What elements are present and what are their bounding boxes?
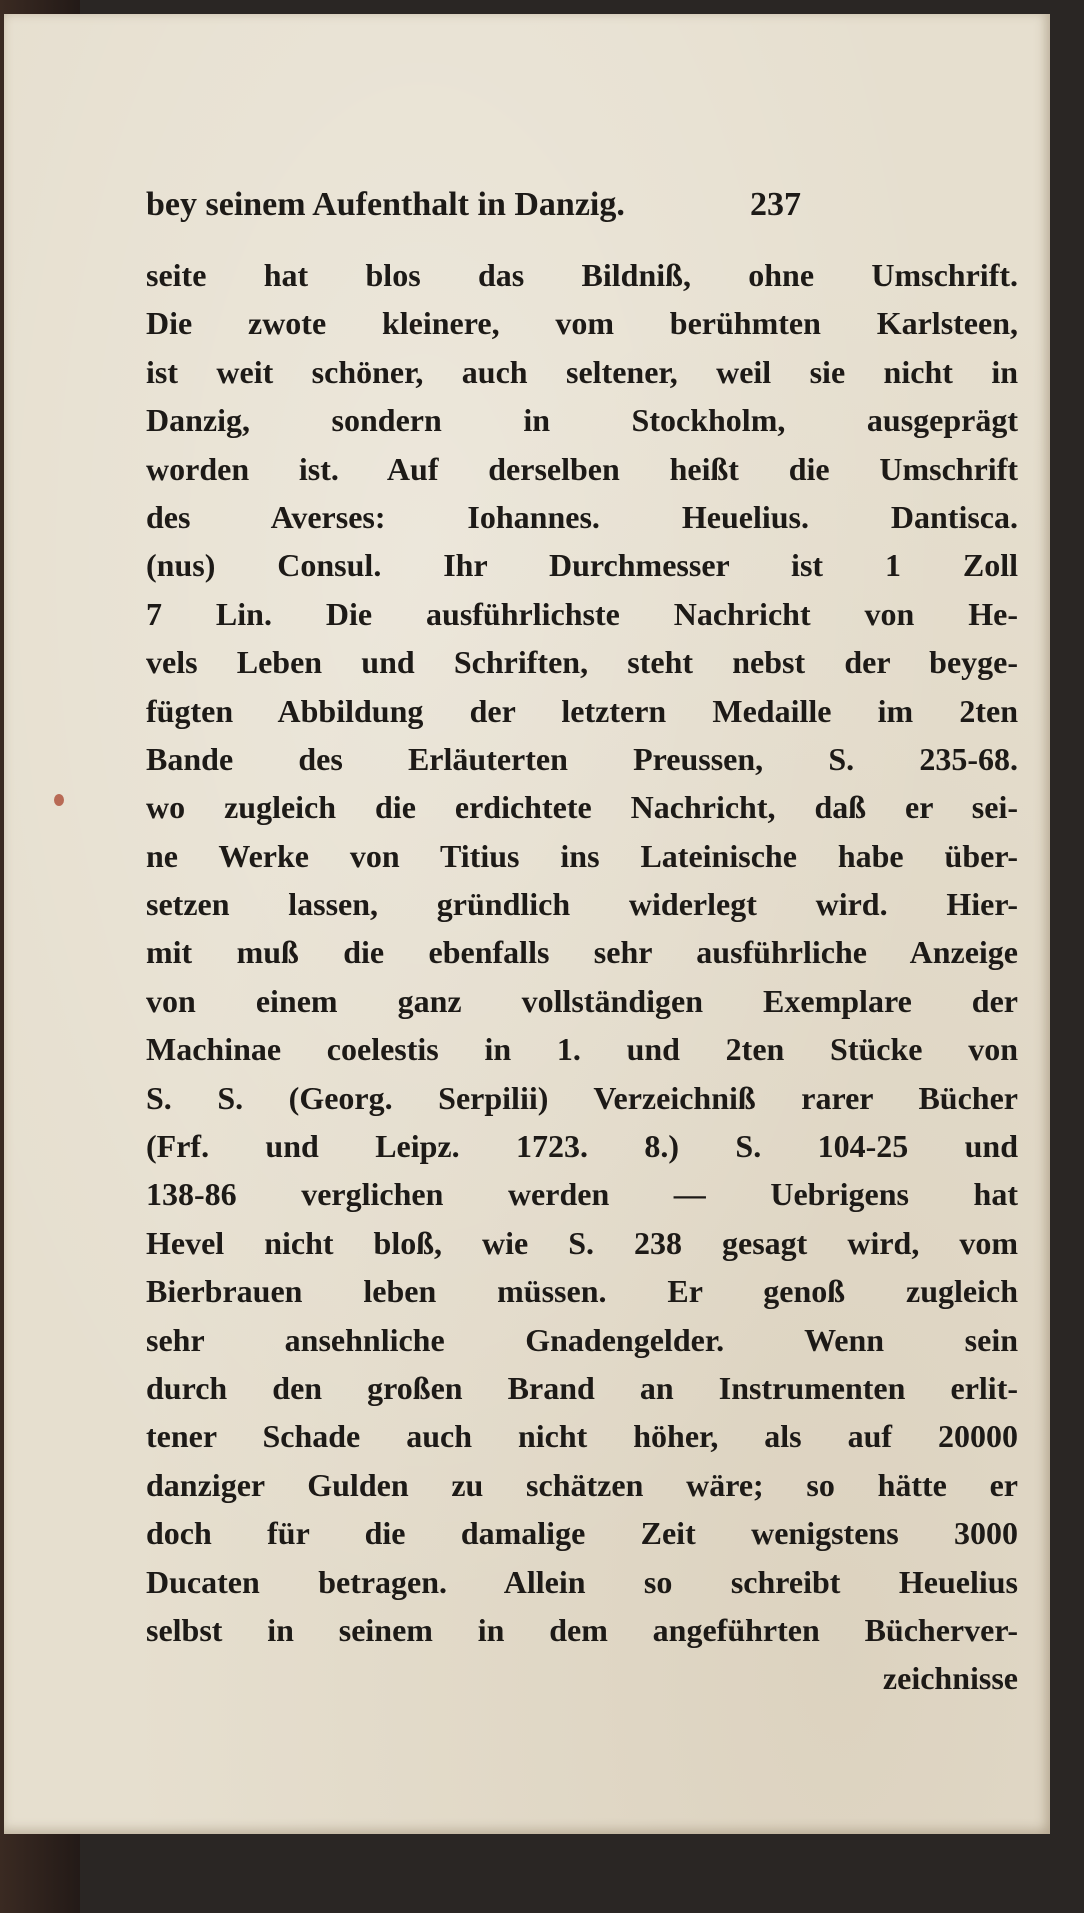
text-line: selbst in seinem in dem angeführten Bücherver- <box>146 1611 1018 1648</box>
text-line: vels Leben und Schriften, steht nebst der beyge- <box>146 644 1018 681</box>
text-line: (Frf. und Leipz. 1723. 8.) S. 104-25 und <box>146 1128 1018 1165</box>
text-line: wo zugleich die erdichtete Nachricht, daß er sei- <box>146 789 1018 826</box>
text-line: Machinae coelestis in 1. und 2ten Stücke von <box>146 1031 1018 1068</box>
text-line: Ducaten betragen. Allein so schreibt Heuelius <box>146 1563 1018 1600</box>
text-line: sehr ansehnliche Gnadengelder. Wenn sein <box>146 1321 1018 1358</box>
text-line: Danzig, sondern in Stockholm, ausgeprägt <box>146 402 1018 439</box>
text-line: Bierbrauen leben müssen. Er genoß zugleich <box>146 1273 1018 1310</box>
text-line: tener Schade auch nicht höher, als auf 20000 <box>146 1418 1018 1455</box>
text-line: von einem ganz vollständigen Exemplare der <box>146 982 1018 1019</box>
text-line: 7 Lin. Die ausführlichste Nachricht von He- <box>146 595 1018 632</box>
text-line: worden ist. Auf derselben heißt die Umschrift <box>146 450 1018 487</box>
text-line: mit muß die ebenfalls sehr ausführliche Anzeige <box>146 934 1018 971</box>
running-title: bey seinem Aufenthalt in Danzig. <box>146 186 625 223</box>
text-line: Bande des Erläuterten Preussen, S. 235-68. <box>146 740 1018 777</box>
text-line: doch für die damalige Zeit wenigstens 3000 <box>146 1515 1018 1552</box>
text-line: Die zwote kleinere, vom berühmten Karlsteen, <box>146 305 1018 342</box>
text-line: danziger Gulden zu schätzen wäre; so hätte er <box>146 1466 1018 1503</box>
text-line: durch den großen Brand an Instrumenten erlit- <box>146 1369 1018 1406</box>
text-line: Hevel nicht bloß, wie S. 238 gesagt wird, vom <box>146 1224 1018 1261</box>
text-line: setzen lassen, gründlich widerlegt wird. Hier- <box>146 886 1018 923</box>
page-header <box>146 186 801 224</box>
text-line: des Averses: Iohannes. Heuelius. Dantisca. <box>146 498 1018 535</box>
text-line: S. S. (Georg. Serpilii) Verzeichniß rarer Bücher <box>146 1079 1018 1116</box>
text-line: 138-86 verglichen werden — Uebrigens hat <box>146 1176 1018 1213</box>
catchword: zeichnisse <box>882 1660 1018 1697</box>
text-line: ne Werke von Titius ins Lateinische habe über- <box>146 837 1018 874</box>
text-line: (nus) Consul. Ihr Durchmesser ist 1 Zoll <box>146 547 1018 584</box>
text-line: seite hat blos das Bildniß, ohne Umschrift. <box>146 257 1018 293</box>
ink-spot <box>54 794 64 806</box>
text-line: ist weit schöner, auch seltener, weil sie nicht in <box>146 353 1018 390</box>
text-line: fügten Abbildung der letztern Medaille im 2ten <box>146 692 1018 729</box>
page-number: 237 <box>750 186 801 223</box>
book-page <box>4 14 1050 1834</box>
body-text <box>146 251 1018 1703</box>
